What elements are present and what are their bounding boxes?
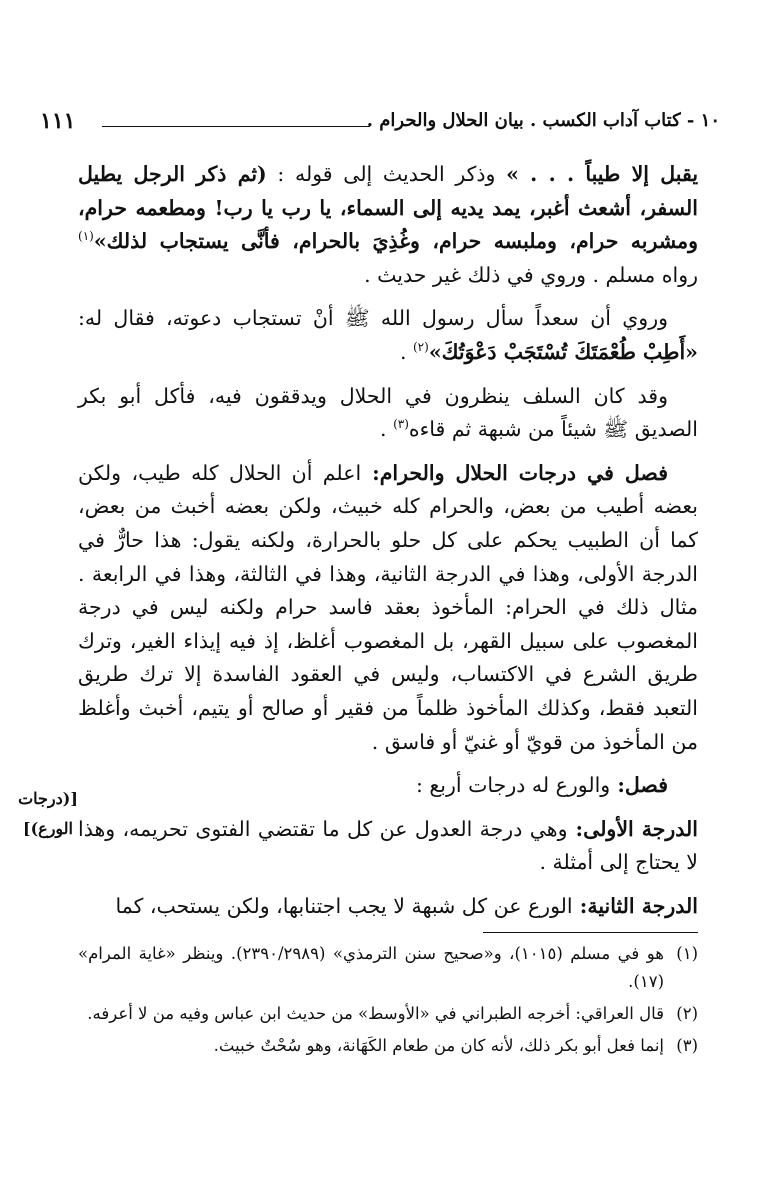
paragraph-hadith [78, 158, 698, 292]
footnote-text: قال العراقي: أخرجه الطبراني في «الأوسط» من حديث ابن عباس وفيه من لا أعرفه. [87, 1004, 664, 1023]
paragraph-degrees [78, 457, 698, 759]
footnote-text: هو في مسلم (١٠١٥)، و«صحيح سنن الترمذي» (٢٣٩٠/٢٩٨٩). وينظر «غاية المرام» (١٧). [78, 944, 664, 991]
text-run: (ثم ذكر الرجل يطيل السفر، أشعث أغبر، يمد يديه إلى السماء، يا رب يا رب! ومطعمه حرام، ومشربه حرام، وملبسه حرام، وغُذِيَ بالحرام، فأنَّى يستجاب لذلك» [78, 162, 698, 254]
paragraph-saad [78, 302, 698, 369]
header-rule [102, 126, 370, 127]
text-run: . [399, 339, 413, 364]
paragraph-degree-one [78, 813, 698, 880]
paragraph-wara [78, 769, 698, 803]
text-run: وذكر الحديث إلى قوله : [266, 162, 507, 186]
footnote [78, 1000, 698, 1028]
footnote-rule [483, 932, 698, 933]
text-run: والورع له درجات أربع : [415, 773, 611, 798]
footnote [78, 1032, 698, 1060]
footnote-ref: (١) [78, 229, 94, 244]
page-number: ١١١ [40, 108, 76, 134]
section-heading: الدرجة الثانية: [572, 893, 698, 918]
text-run: وروي أن سعداً سأل رسول الله ﷺ أنْ تستجاب دعوته، فقال له: [78, 306, 668, 331]
text-run: رواه مسلم . وروي في ذلك غير حديث . [364, 262, 698, 287]
footnote-mark: (٣) [676, 1036, 698, 1055]
footnote [78, 940, 698, 996]
chapter-title: ١٠ - كتاب آداب الكسب . بيان الحلال والحرام . [366, 110, 720, 131]
text-run: . [380, 417, 394, 442]
margin-note-line: [(درجات [18, 789, 78, 808]
paragraph-salaf [78, 380, 698, 447]
running-header [40, 104, 720, 144]
footnotes [78, 940, 698, 1064]
margin-note [18, 784, 78, 844]
text-run: «أَطِبْ طُعْمَتَكَ تُسْتَجَبْ دَعْوَتُكَ» [428, 339, 698, 364]
footnote-mark: (١) [676, 944, 698, 963]
section-heading: فصل في درجات الحلال والحرام: [361, 460, 668, 485]
text-run: وهي درجة العدول عن كل ما تقتضي الفتوى تحريمه، وهذا لا يحتاج إلى أمثلة . [78, 816, 698, 875]
text-run: يقبل إلا طيباً . . . » [506, 162, 699, 186]
text-run: وقد كان السلف ينظرون في الحلال ويدققون فيه، فأكل أبو بكر الصديق ﷺ شيئاً من شبهة ثم قاءه [78, 383, 698, 442]
main-text [78, 158, 698, 933]
section-heading: الدرجة الأولى: [567, 816, 698, 841]
section-heading: فصل: [610, 773, 668, 798]
footnote-ref: (٣) [393, 417, 409, 432]
paragraph-degree-two [78, 890, 698, 924]
footnote-ref: (٢) [412, 340, 429, 355]
footnote-mark: (٢) [676, 1004, 698, 1023]
text-run: اعلم أن الحلال كله طيب، ولكن بعضه أطيب من بعض، والحرام كله خبيث، ولكن بعضه أخبث من بعض، كما أن الطبيب يحكم على كل حلو بالحرارة، ولكنه يقول: هذا حارٌّ في الدرجة الأولى، وهذا في الدرجة الثانية، وهذا في الثالثة، وهذا في الرابعة . مثال ذلك في الحرام: المأخوذ بعقد فاسد حرام ولكنه ليس في درجة المغصوب على سبيل القهر، بل المغصوب أغلظ، إذ فيه إيذاء الغير، وترك طريق الشرع في الاكتساب، وليس في العقود الفاسدة إلا ترك طريق التعبد فقط، وكذلك المأخوذ ظلماً من فقير أو صالح أو يتيم، أخبث وأغلظ من المأخوذ من قويّ أو غنيّ أو فاسق . [78, 460, 698, 754]
margin-note-line: الورع)] [23, 819, 73, 838]
text-run: الورع عن كل شبهة لا يجب اجتنابها، ولكن يستحب، كما [115, 893, 573, 918]
footnote-text: إنما فعل أبو بكر ذلك، لأنه كان من طعام الكَهَانة، وهو سُحْتٌ خبيث. [213, 1036, 664, 1055]
